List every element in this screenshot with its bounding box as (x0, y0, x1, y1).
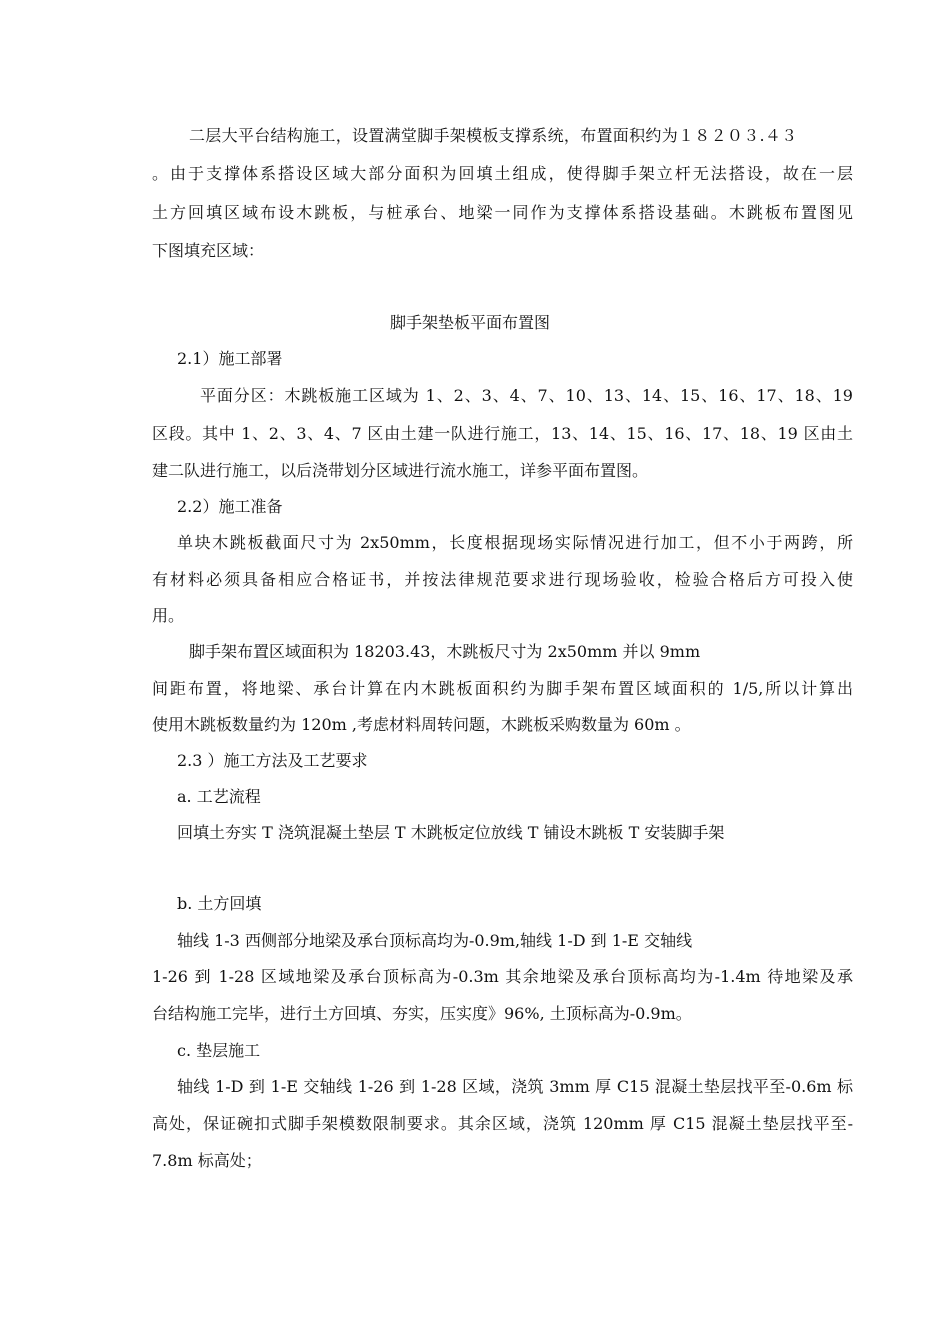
subsection-b-heading: b. 土方回填 (177, 894, 262, 913)
intro-line-4: 下图填充区域： (152, 241, 265, 260)
subsection-b-line-1: 轴线 1-3 西侧部分地梁及承台顶标高均为-0.9m,轴线 1-D 到 1-E 交轴线 (177, 931, 693, 950)
section-2-1-line-1: 平面分区：木跳板施工区域为 1、2、3、4、7、10、13、14、15、16、17、18、19 (200, 386, 853, 405)
section-2-1-line-2: 区段。其中 1、2、3、4、7 区由土建一队进行施工，13、14、15、16、17、18、19 区由土 (152, 424, 853, 443)
section-2-1-heading: 2.1）施工部署 (177, 349, 283, 368)
intro-line-1: 二层大平台结构施工，设置满堂脚手架模板支撑系统，布置面积约为１８２０３.４３ (189, 126, 798, 145)
subsection-b-line-3: 台结构施工完毕，进行土方回填、夯实，压实度》96%, 土顶标高为-0.9m。 (152, 1004, 692, 1023)
section-2-2-para2-line-3: 使用木跳板数量约为 120m ,考虑材料周转问题，木跳板采购数量为 60m 。 (152, 715, 691, 734)
subsection-a-heading: a. 工艺流程 (177, 787, 261, 806)
subsection-b-line-2: 1-26 到 1-28 区域地梁及承台顶标高为-0.3m 其余地梁及承台顶标高均为-1.4m 待地梁及承 (152, 967, 853, 986)
section-2-2-para1-line-1: 单块木跳板截面尺寸为 2x50mm，长度根据现场实际情况进行加工，但不小于两跨，所 (177, 533, 853, 552)
section-2-2-para1-line-2: 有材料必须具备相应合格证书，并按法律规范要求进行现场验收，检验合格后方可投入使 (152, 570, 853, 589)
subsection-a-process-line: 回填土夯实 T 浇筑混凝土垫层 T 木跳板定位放线 T 铺设木跳板 T 安装脚手架 (177, 823, 725, 842)
section-2-3-heading: 2.3 ）施工方法及工艺要求 (177, 751, 368, 770)
intro-line-2: 。由于支撑体系搭设区域大部分面积为回填土组成，使得脚手架立杆无法搭设，故在一层 (152, 164, 853, 183)
section-2-2-heading: 2.2）施工准备 (177, 497, 283, 516)
subsection-c-heading: c. 垫层施工 (177, 1041, 261, 1060)
section-2-2-para2-line-1: 脚手架布置区域面积为 18203.43，木跳板尺寸为 2x50mm 并以 9mm (189, 642, 701, 661)
subsection-c-line-1: 轴线 1-D 到 1-E 交轴线 1-26 到 1-28 区域，浇筑 3mm 厚 C15 混凝土垫层找平至-0.6m 标 (177, 1077, 853, 1096)
section-2-1-line-3: 建二队进行施工，以后浇带划分区域进行流水施工，详参平面布置图。 (152, 461, 649, 480)
subsection-c-line-3: 7.8m 标高处； (152, 1151, 262, 1170)
intro-line-3: 土方回填区域布设木跳板，与桩承台、地梁一同作为支撑体系搭设基础。木跳板布置图见 (152, 203, 853, 222)
subsection-c-line-2: 高处，保证碗扣式脚手架模数限制要求。其余区域，浇筑 120mm 厚 C15 混凝土垫层找平至- (152, 1114, 853, 1133)
section-2-2-para1-line-3: 用。 (152, 606, 185, 625)
figure-caption: 脚手架垫板平面布置图 (390, 313, 551, 332)
section-2-2-para2-line-2: 间距布置，将地梁、承台计算在内木跳板面积约为脚手架布置区域面积的 1/5,所以计算出 (152, 679, 853, 698)
